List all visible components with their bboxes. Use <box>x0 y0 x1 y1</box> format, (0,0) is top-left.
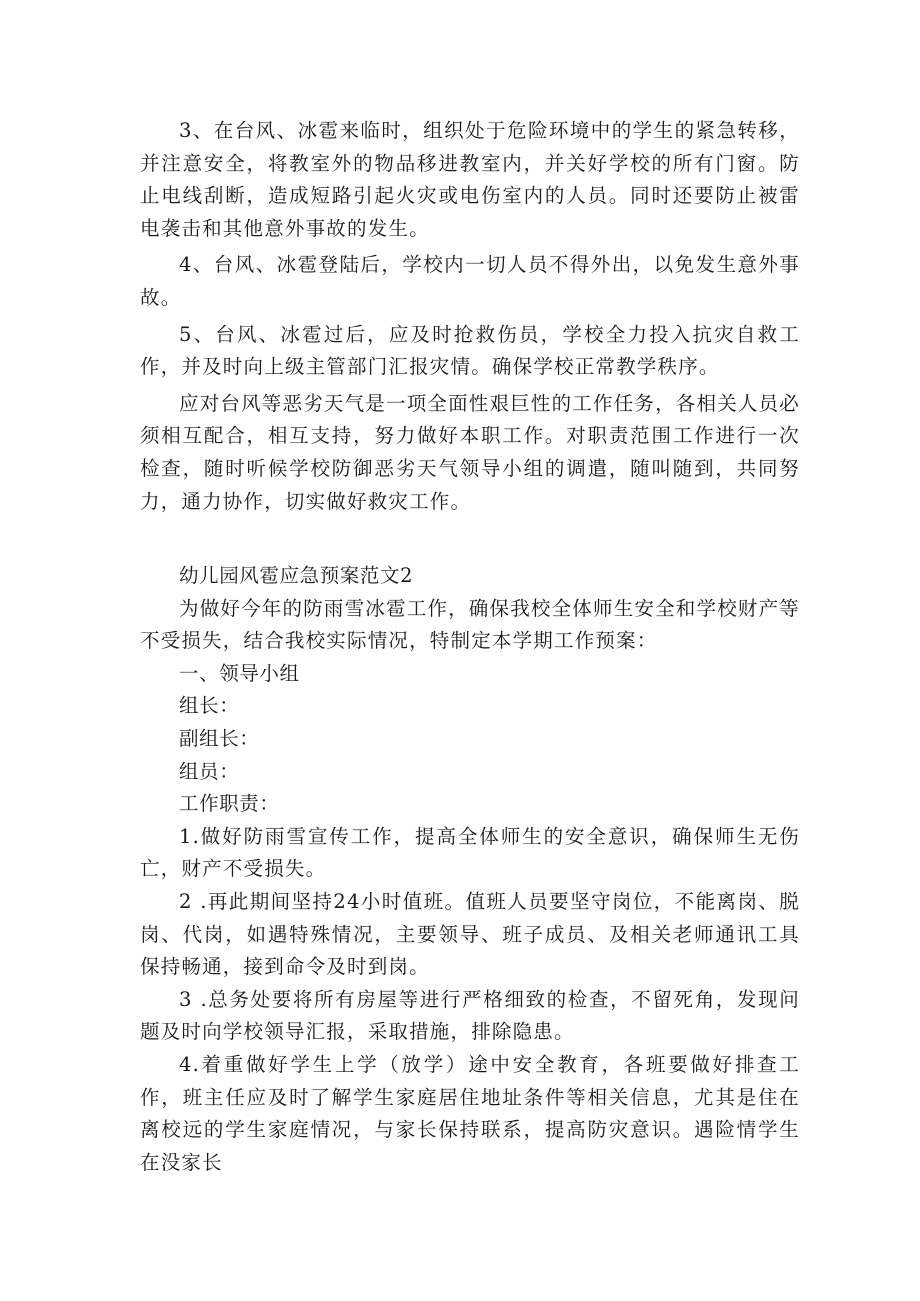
section-title: 幼儿园风雹应急预案范文2 <box>179 564 414 587</box>
paragraph-summary: 应对台风等恶劣天气是一项全面性艰巨性的工作任务，各相关人员必须相互配合，相互支持，努力做好本职工作。对职责范围工作进行一次检查，随时听候学校防御恶劣天气领导小组的调遣，随叫随到，共同努力，通力协作，切实做好救灾工作。 <box>140 391 801 513</box>
duty-item-4: 4.着重做好学生上学（放学）途中安全教育，各班要做好排查工作，班主任应及时了解学生家庭居住地址条件等相关信息，尤其是住在离校远的学生家庭情况，与家长保持联系，提高防灾意识。遇险情学生在没家长 <box>140 1052 800 1174</box>
intro-paragraph: 为做好今年的防雨雪冰雹工作，确保我校全体师生安全和学校财产等不受损失，结合我校实际情况，特制定本学期工作预案： <box>140 596 801 653</box>
duty-item-3: 3 .总务处要将所有房屋等进行严格细致的检查，不留死角，发现问题及时向学校领导汇报，采取措施，排除隐患。 <box>140 987 800 1044</box>
duty-item-1: 1.做好防雨雪宣传工作，提高全体师生的安全意识，确保师生无伤亡，财产不受损失。 <box>140 824 800 881</box>
role-duties-heading: 工作职责： <box>179 792 280 816</box>
group-heading: 一、领导小组 <box>179 661 300 685</box>
section-2 <box>140 560 800 1179</box>
role-members: 组员： <box>179 759 240 783</box>
section-1 <box>140 115 800 518</box>
duty-item-2: 2 .再此期间坚持24小时值班。值班人员要坚守岗位，不能离岗、脱岗、代岗，如遇特殊情况，主要领导、班子成员、及相关老师通讯工具保持畅通，接到命令及时到岗。 <box>140 889 800 979</box>
paragraph-item-5: 5、台风、冰雹过后，应及时抢救伤员，学校全力投入抗灾自救工作，并及时向上级主管部门汇报灾情。确保学校正常教学秩序。 <box>140 322 800 379</box>
role-leader: 组长： <box>179 694 240 718</box>
paragraph-item-4: 4、台风、冰雹登陆后，学校内一切人员不得外出，以免发生意外事故。 <box>140 253 800 309</box>
role-deputy-leader: 副组长： <box>179 726 260 750</box>
paragraph-item-3: 3、在台风、冰雹来临时，组织处于危险环境中的学生的紧急转移，并注意安全，将教室外的物品移进教室内，并关好学校的所有门窗。防止电线刮断，造成短路引起火灾或电伤室内的人员。同时还要防止被雷电袭击和其他意外事故的发生。 <box>140 119 800 240</box>
